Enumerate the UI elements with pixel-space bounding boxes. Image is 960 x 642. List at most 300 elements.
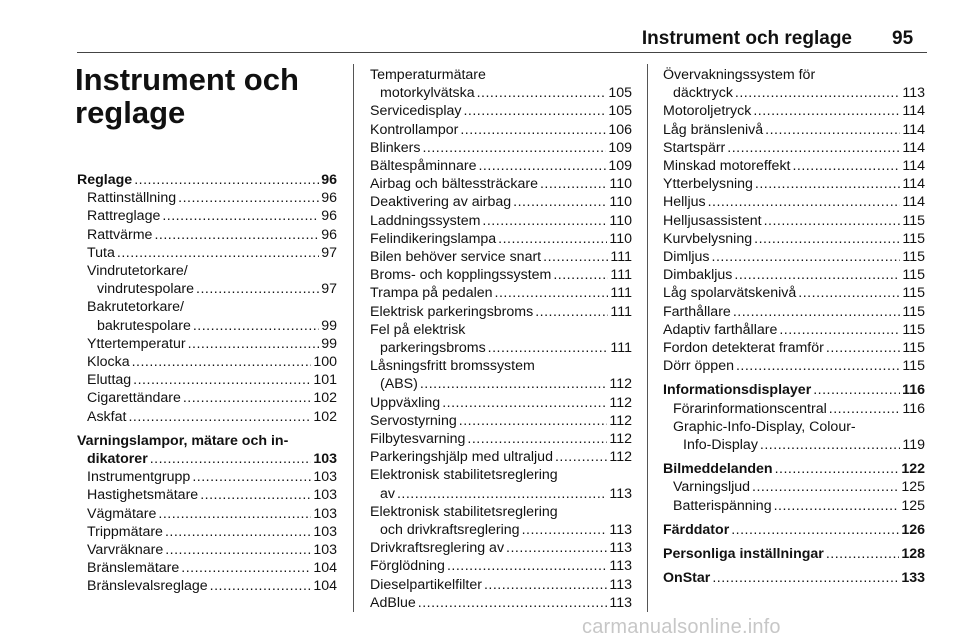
toc-entry[interactable] xyxy=(663,303,925,321)
dot-leader xyxy=(420,375,608,393)
toc-entry[interactable] xyxy=(77,559,337,577)
toc-entry-label: Instrumentgrupp xyxy=(87,469,191,486)
toc-entry-label: OnStar xyxy=(663,570,711,587)
toc-entry-label: Fordon detekterat framför xyxy=(663,340,824,357)
dot-leader xyxy=(733,303,901,321)
toc-entry-label: och drivkraftsreglering xyxy=(380,522,520,539)
toc-entry-label: Informationsdisplayer xyxy=(663,382,812,399)
toc-entry[interactable] xyxy=(663,212,925,230)
toc-page-number: 109 xyxy=(608,139,632,156)
dot-leader xyxy=(447,557,607,575)
toc-entry-label: Personliga inställningar xyxy=(663,546,824,563)
toc-entry[interactable] xyxy=(663,357,925,375)
toc-page-number: 102 xyxy=(313,408,337,425)
toc-column-1 xyxy=(77,171,337,596)
dot-leader xyxy=(200,486,311,504)
toc-entry-label: Trampa på pedalen xyxy=(370,285,493,302)
toc-page-number: 115 xyxy=(902,303,925,320)
toc-entry[interactable] xyxy=(77,577,337,595)
toc-page-number: 110 xyxy=(609,176,632,193)
toc-page-number: 96 xyxy=(321,208,337,225)
toc-entry-label: Airbag och bältessträckare xyxy=(370,176,538,193)
toc-entry-label: Dieselpartikelfilter xyxy=(370,576,482,593)
toc-page-number: 111 xyxy=(610,285,632,302)
toc-page-number: 115 xyxy=(902,230,925,247)
toc-page-number: 114 xyxy=(902,176,925,193)
toc-entry-label: Reglage xyxy=(77,172,133,188)
toc-entry[interactable] xyxy=(370,266,632,284)
toc-entry-label: Info-Display xyxy=(683,437,758,454)
toc-entry[interactable] xyxy=(370,557,632,575)
toc-entry-label: av xyxy=(380,485,395,502)
toc-page-number: 114 xyxy=(902,121,925,138)
toc-entry-label: Dimbakljus xyxy=(663,267,733,284)
toc-entry[interactable] xyxy=(77,505,337,523)
toc-entry-label: däcktryck xyxy=(673,85,733,102)
toc-section-entry[interactable] xyxy=(77,432,337,468)
toc-page-number: 126 xyxy=(901,521,925,538)
toc-entry-label: Hastighetsmätare xyxy=(87,487,199,504)
toc-page-number: 111 xyxy=(610,340,632,357)
toc-page-number: 96 xyxy=(321,226,337,243)
dot-leader xyxy=(181,559,311,577)
toc-entry[interactable] xyxy=(370,576,632,594)
toc-entry[interactable] xyxy=(370,466,632,502)
toc-page-number: 111 xyxy=(610,249,632,266)
dot-leader xyxy=(826,545,899,563)
toc-entry-label: Förarinformationscentral xyxy=(673,400,827,417)
toc-entry-label: Kontrollampor xyxy=(370,121,459,138)
toc-page-number: 112 xyxy=(609,431,632,448)
toc-entry-label: Yttertemperatur xyxy=(87,335,186,352)
toc-entry-label: Låsningsfritt bromssystem xyxy=(370,358,535,375)
dot-leader xyxy=(133,371,311,389)
toc-page-number: 105 xyxy=(608,85,632,102)
toc-entry-label: Broms- och kopplingssystem xyxy=(370,267,552,284)
toc-entry[interactable] xyxy=(370,430,632,448)
toc-entry-label: Servicedisplay xyxy=(370,103,462,120)
toc-entry-label: Varvräknare xyxy=(87,542,164,559)
toc-entry-label: Rattinställning xyxy=(87,190,177,207)
dot-leader xyxy=(752,478,899,496)
toc-entry[interactable] xyxy=(663,121,925,139)
toc-entry[interactable] xyxy=(663,478,925,496)
toc-entry-label: Graphic-Info-Display, Colour- xyxy=(673,418,856,435)
toc-entry[interactable] xyxy=(370,503,632,539)
dot-leader xyxy=(210,577,312,595)
header-rule xyxy=(77,52,927,53)
toc-entry[interactable] xyxy=(77,262,337,298)
toc-page-number: 113 xyxy=(609,594,632,611)
toc-entry-label: Fel på elektrisk xyxy=(370,321,466,338)
toc-entry[interactable] xyxy=(663,157,925,175)
toc-entry[interactable] xyxy=(77,244,337,262)
dot-leader xyxy=(488,339,609,357)
toc-entry[interactable] xyxy=(370,284,632,302)
toc-entry-label: Varningsljud xyxy=(673,479,751,496)
page-number: 95 xyxy=(892,28,914,49)
toc-page-number: 113 xyxy=(609,540,632,557)
toc-page-number: 106 xyxy=(608,121,632,138)
toc-page-number: 113 xyxy=(902,85,925,102)
toc-page-number: 112 xyxy=(609,449,632,466)
toc-page-number: 102 xyxy=(313,390,337,407)
toc-entry[interactable] xyxy=(77,541,337,559)
toc-entry-label: Laddningssystem xyxy=(370,212,481,229)
toc-section-entry[interactable] xyxy=(663,460,925,478)
dot-leader xyxy=(134,171,319,189)
toc-page-number: 110 xyxy=(609,212,632,229)
toc-entry[interactable] xyxy=(77,389,337,407)
toc-entry-label: Cigarettändare xyxy=(87,390,181,407)
dot-leader xyxy=(193,317,319,335)
dot-leader xyxy=(498,230,607,248)
toc-entry-label: Temperaturmätare xyxy=(370,67,486,83)
toc-page-number: 112 xyxy=(609,376,632,393)
toc-page-number: 111 xyxy=(610,267,632,284)
toc-entry-label: parkeringsbroms xyxy=(380,340,486,357)
watermark: carmanualsonline.info xyxy=(582,616,781,638)
toc-entry[interactable] xyxy=(663,139,925,157)
dot-leader xyxy=(553,266,608,284)
toc-page-number: 114 xyxy=(902,139,925,156)
dot-leader xyxy=(736,357,900,375)
toc-entry-label: Vindrutetorkare/ xyxy=(87,263,188,280)
toc-page-number: 105 xyxy=(608,103,632,120)
toc-entry-label: Låg bränslenivå xyxy=(663,121,764,138)
toc-entry-label: Servostyrning xyxy=(370,412,457,429)
dot-leader xyxy=(192,468,311,486)
toc-entry-label: Deaktivering av airbag xyxy=(370,194,512,211)
toc-entry[interactable] xyxy=(370,448,632,466)
toc-entry[interactable] xyxy=(77,371,337,389)
toc-page-number: 114 xyxy=(902,194,925,211)
toc-entry-label: Filbytesvarning xyxy=(370,431,466,448)
toc-section-entry[interactable] xyxy=(77,171,337,189)
toc-page-number: 113 xyxy=(609,522,632,539)
dot-leader xyxy=(708,193,901,211)
toc-entry[interactable] xyxy=(77,523,337,541)
toc-page-number: 110 xyxy=(609,194,632,211)
toc-entry-label: Blinkers xyxy=(370,139,421,156)
dot-leader xyxy=(779,321,900,339)
toc-entry[interactable] xyxy=(663,418,925,454)
toc-entry-label: Tuta xyxy=(87,244,115,261)
toc-entry-label: Klocka xyxy=(87,354,130,371)
toc-entry[interactable] xyxy=(77,408,337,426)
toc-entry[interactable] xyxy=(370,230,632,248)
toc-entry-label: Bilen behöver service snart xyxy=(370,249,542,266)
dot-leader xyxy=(188,335,320,353)
dot-leader xyxy=(753,102,900,120)
toc-entry[interactable] xyxy=(370,248,632,266)
toc-page-number: 110 xyxy=(609,230,632,247)
dot-leader xyxy=(117,244,319,262)
dot-leader xyxy=(712,248,901,266)
toc-page-number: 115 xyxy=(902,212,925,229)
dot-leader xyxy=(727,139,900,157)
toc-entry-label: Kurvbelysning xyxy=(663,230,753,247)
toc-entry[interactable] xyxy=(663,284,925,302)
toc-entry-label: Färddator xyxy=(663,521,730,538)
dot-leader xyxy=(522,521,608,539)
toc-entry-label: Dörr öppen xyxy=(663,358,734,375)
toc-page-number: 115 xyxy=(902,285,925,302)
toc-page-number: 103 xyxy=(313,505,337,522)
dot-leader xyxy=(397,485,607,503)
dot-leader xyxy=(154,226,319,244)
toc-entry[interactable] xyxy=(77,298,337,334)
dot-leader xyxy=(442,394,607,412)
toc-page-number: 99 xyxy=(321,335,337,352)
toc-entry-label: Startspärr xyxy=(663,139,726,156)
toc-page-number: 115 xyxy=(902,249,925,266)
dot-leader xyxy=(162,207,319,225)
toc-entry-label: Bakrutetorkare/ xyxy=(87,299,184,316)
toc-entry[interactable] xyxy=(663,339,925,357)
toc-entry-label: Askfat xyxy=(87,408,127,425)
toc-page-number: 125 xyxy=(901,497,925,514)
toc-page-number: 116 xyxy=(902,382,925,399)
toc-entry-label: Helljus xyxy=(663,194,706,211)
toc-entry[interactable] xyxy=(370,412,632,430)
toc-entry-label: Övervakningssystem för xyxy=(663,67,816,83)
toc-page-number: 115 xyxy=(902,358,925,375)
dot-leader xyxy=(150,450,312,468)
dot-leader xyxy=(467,430,607,448)
running-header-title: Instrument och reglage xyxy=(641,28,852,49)
dot-leader xyxy=(543,248,608,266)
toc-page-number: 113 xyxy=(609,576,632,593)
chapter-title: Instrument och reglage xyxy=(75,62,299,130)
toc-entry-label: Bränslevalsreglage xyxy=(87,578,208,595)
toc-page-number: 97 xyxy=(321,281,337,298)
toc-page-number: 115 xyxy=(902,340,925,357)
toc-entry-label: Dimljus xyxy=(663,249,710,266)
toc-page-number: 125 xyxy=(901,479,925,496)
toc-page-number: 133 xyxy=(901,570,925,587)
toc-page-number: 100 xyxy=(313,354,337,371)
toc-entry[interactable] xyxy=(370,175,632,193)
toc-entry[interactable] xyxy=(370,212,632,230)
toc-section-entry[interactable] xyxy=(663,545,925,563)
dot-leader xyxy=(422,139,606,157)
toc-entry-label: Bältespåminnare xyxy=(370,158,477,175)
toc-page-number: 115 xyxy=(902,267,925,284)
toc-section-entry[interactable] xyxy=(663,521,925,539)
toc-entry-label: Adaptiv farthållare xyxy=(663,321,778,338)
toc-entry[interactable] xyxy=(77,189,337,207)
dot-leader xyxy=(183,389,311,407)
toc-page-number: 128 xyxy=(901,546,925,563)
dot-leader xyxy=(158,505,311,523)
toc-page-number: 112 xyxy=(609,394,632,411)
toc-page-number: 114 xyxy=(902,158,925,175)
toc-entry-label: Varningslampor, mätare och in- xyxy=(77,432,289,449)
toc-entry[interactable] xyxy=(370,157,632,175)
toc-page-number: 96 xyxy=(321,172,337,188)
toc-page-number: 99 xyxy=(321,317,337,334)
toc-entry[interactable] xyxy=(663,102,925,120)
toc-entry[interactable] xyxy=(370,139,632,157)
dot-leader xyxy=(712,569,899,587)
toc-entry-label: Vägmätare xyxy=(87,505,157,522)
toc-entry[interactable] xyxy=(663,266,925,284)
toc-page-number: 111 xyxy=(610,303,632,320)
toc-entry[interactable] xyxy=(370,121,632,139)
dot-leader xyxy=(760,436,900,454)
dot-leader xyxy=(755,175,900,193)
toc-page-number: 103 xyxy=(313,523,337,540)
toc-entry-label: Motoroljetryck xyxy=(663,103,752,120)
toc-entry-label: Elektrisk parkeringsbroms xyxy=(370,303,534,320)
toc-entry-label: Elektronisk stabilitetsreglering xyxy=(370,467,558,484)
toc-page-number: 109 xyxy=(608,158,632,175)
toc-entry[interactable] xyxy=(77,335,337,353)
toc-entry-label: Elektronisk stabilitetsreglering xyxy=(370,503,558,520)
dot-leader xyxy=(826,339,901,357)
toc-entry[interactable] xyxy=(370,66,632,102)
toc-entry[interactable] xyxy=(77,226,337,244)
toc-entry[interactable] xyxy=(77,468,337,486)
dot-leader xyxy=(478,157,606,175)
toc-page-number: 103 xyxy=(313,451,337,468)
dot-leader xyxy=(829,400,901,418)
toc-entry[interactable] xyxy=(77,353,337,371)
toc-entry-label: Förglödning xyxy=(370,558,445,575)
toc-page-number: 103 xyxy=(313,487,337,504)
toc-page-number: 96 xyxy=(321,190,337,207)
toc-section-entry[interactable] xyxy=(663,569,925,587)
toc-page-number: 122 xyxy=(901,461,925,478)
toc-entry-label: Bilmeddelanden xyxy=(663,461,773,478)
dot-leader xyxy=(774,497,900,515)
toc-entry[interactable] xyxy=(370,394,632,412)
dot-leader xyxy=(495,284,609,302)
toc-page-number: 112 xyxy=(609,412,632,429)
dot-leader xyxy=(178,189,319,207)
toc-entry-label: Eluttag xyxy=(87,372,132,389)
column-divider xyxy=(647,64,648,612)
toc-entry-label: Låg spolarvätskenivå xyxy=(663,285,797,302)
toc-entry-label: (ABS) xyxy=(380,376,418,393)
dot-leader xyxy=(463,102,606,120)
toc-entry-label: AdBlue xyxy=(370,594,416,611)
dot-leader xyxy=(128,408,311,426)
toc-page-number: 104 xyxy=(313,560,337,577)
toc-page-number: 103 xyxy=(313,542,337,559)
toc-entry[interactable] xyxy=(663,193,925,211)
dot-leader xyxy=(540,175,607,193)
dot-leader xyxy=(731,521,899,539)
dot-leader xyxy=(734,266,900,284)
dot-leader xyxy=(484,576,607,594)
toc-entry[interactable] xyxy=(370,102,632,120)
toc-entry[interactable] xyxy=(77,207,337,225)
toc-entry[interactable] xyxy=(663,175,925,193)
dot-leader xyxy=(775,460,900,478)
toc-entry-label: Uppväxling xyxy=(370,394,441,411)
toc-page-number: 101 xyxy=(313,372,337,389)
toc-entry-label: Felindikeringslampa xyxy=(370,230,497,247)
toc-entry-label: Bränslemätare xyxy=(87,560,180,577)
toc-entry-label: Batterispänning xyxy=(673,497,772,514)
toc-page-number: 97 xyxy=(321,244,337,261)
toc-entry-label: vindrutespolare xyxy=(97,281,195,298)
toc-entry-label: motorkylvätska xyxy=(380,85,475,102)
toc-page-number: 114 xyxy=(902,103,925,120)
dot-leader xyxy=(165,541,311,559)
toc-entry-label: bakrutespolare xyxy=(97,317,191,334)
toc-entry[interactable] xyxy=(370,357,632,393)
dot-leader xyxy=(513,193,607,211)
toc-entry-label: Trippmätare xyxy=(87,523,163,540)
toc-entry[interactable] xyxy=(663,230,925,248)
dot-leader xyxy=(165,523,311,541)
toc-column-2 xyxy=(370,66,632,612)
toc-page-number: 116 xyxy=(902,400,925,417)
dot-leader xyxy=(196,280,319,298)
toc-entry[interactable] xyxy=(663,400,925,418)
dot-leader xyxy=(798,284,900,302)
toc-page-number: 119 xyxy=(902,437,925,454)
dot-leader xyxy=(754,230,900,248)
toc-entry-label: dikatorer xyxy=(87,451,148,468)
toc-entry[interactable] xyxy=(663,321,925,339)
toc-entry-label: Rattreglage xyxy=(87,208,161,225)
toc-entry[interactable] xyxy=(663,66,925,102)
toc-entry[interactable] xyxy=(370,193,632,211)
toc-entry-label: Minskad motoreffekt xyxy=(663,158,791,175)
toc-entry[interactable] xyxy=(77,486,337,504)
dot-leader xyxy=(418,594,608,612)
toc-column-3 xyxy=(663,66,925,587)
toc-entry[interactable] xyxy=(370,321,632,357)
dot-leader xyxy=(765,121,900,139)
toc-entry[interactable] xyxy=(663,248,925,266)
dot-leader xyxy=(555,448,607,466)
column-divider xyxy=(353,64,354,612)
toc-entry[interactable] xyxy=(370,594,632,612)
toc-entry[interactable] xyxy=(663,497,925,515)
toc-page-number: 113 xyxy=(609,558,632,575)
toc-page-number: 115 xyxy=(902,321,925,338)
toc-entry-label: Rattvärme xyxy=(87,226,153,243)
dot-leader xyxy=(792,157,900,175)
dot-leader xyxy=(506,539,607,557)
dot-leader xyxy=(459,412,608,430)
dot-leader xyxy=(735,84,900,102)
toc-section-entry[interactable] xyxy=(663,381,925,399)
toc-entry[interactable] xyxy=(370,303,632,321)
toc-page-number: 113 xyxy=(609,485,632,502)
toc-page-number: 104 xyxy=(313,578,337,595)
dot-leader xyxy=(477,84,607,102)
dot-leader xyxy=(482,212,607,230)
dot-leader xyxy=(813,381,900,399)
dot-leader xyxy=(764,212,901,230)
toc-entry-label: Drivkraftsreglering av xyxy=(370,540,505,557)
toc-entry-label: Parkeringshjälp med ultraljud xyxy=(370,449,553,466)
toc-entry[interactable] xyxy=(370,539,632,557)
toc-entry-label: Helljusassistent xyxy=(663,212,762,229)
toc-entry-label: Ytterbelysning xyxy=(663,176,753,193)
toc-page-number: 103 xyxy=(313,469,337,486)
dot-leader xyxy=(460,121,606,139)
toc-entry-label: Farthållare xyxy=(663,303,731,320)
dot-leader xyxy=(132,353,312,371)
dot-leader xyxy=(535,303,608,321)
